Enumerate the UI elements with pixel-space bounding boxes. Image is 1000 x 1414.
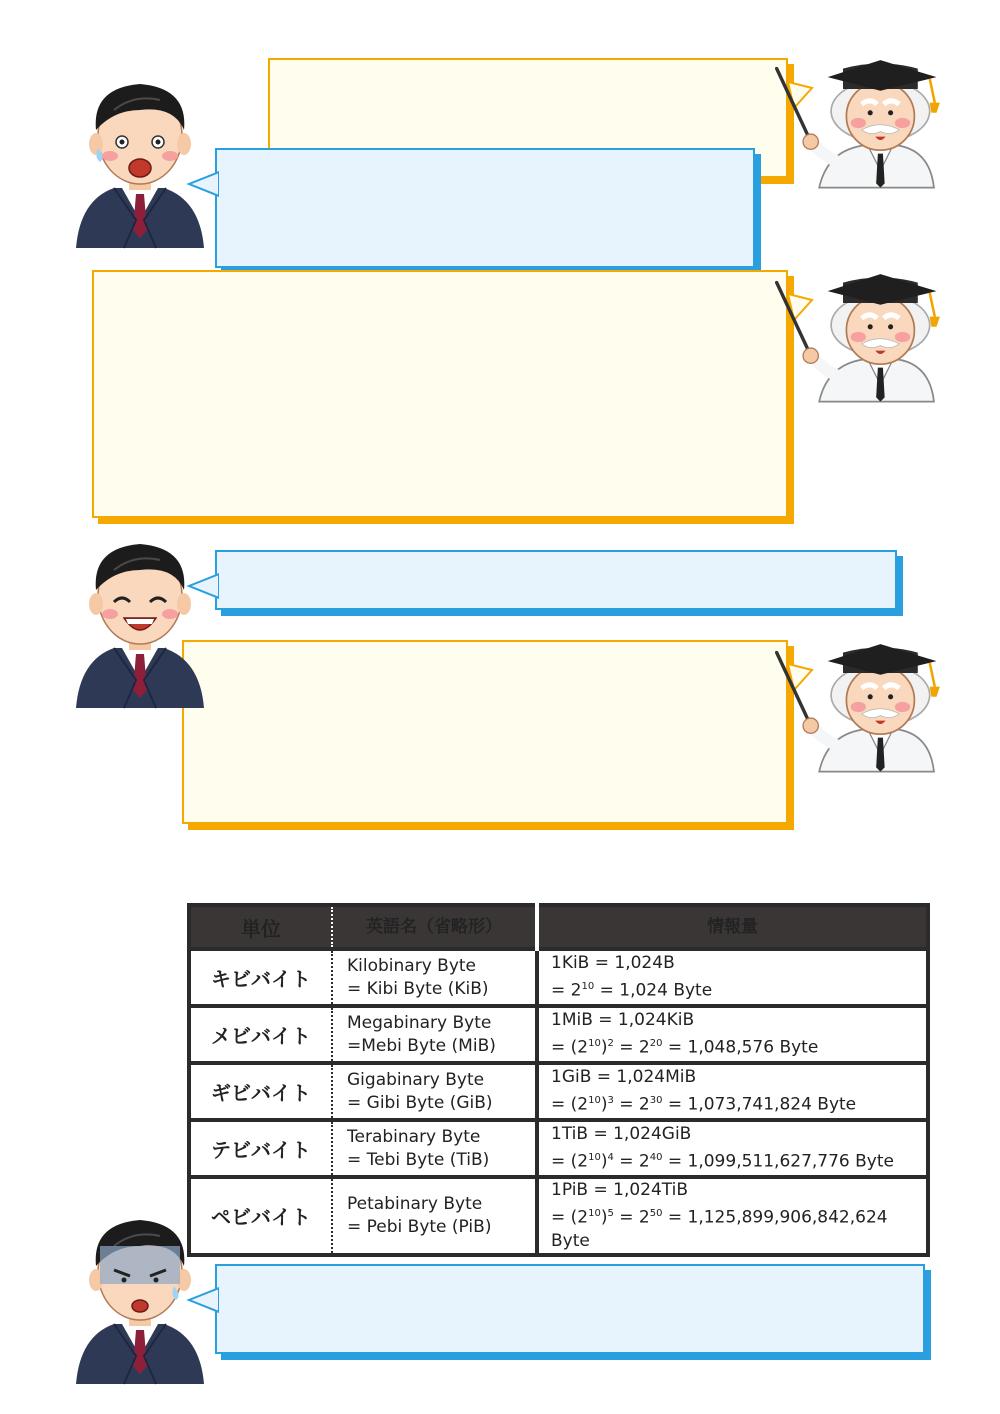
professor-bubble-2 bbox=[92, 270, 788, 518]
exponent: 10 bbox=[588, 1038, 601, 1050]
student-worried-illustration bbox=[74, 70, 208, 250]
formula-text: = 1,125,899,906,842,624 Byte bbox=[551, 1207, 888, 1251]
exponent: 3 bbox=[607, 1095, 614, 1107]
abbreviation-line: = Gibi Byte (GiB) bbox=[347, 1092, 493, 1113]
unit-name-cell: ギビバイト bbox=[189, 1063, 332, 1120]
professor-bubble-3 bbox=[182, 640, 788, 824]
unit-name-cell: テビバイト bbox=[189, 1120, 332, 1177]
information-amount-cell bbox=[537, 1063, 928, 1120]
english-name-line: Petabinary Byte bbox=[347, 1193, 483, 1214]
exponent: 4 bbox=[607, 1152, 614, 1164]
abbreviation-line: = Kibi Byte (KiB) bbox=[347, 978, 489, 999]
table-row bbox=[189, 1177, 928, 1255]
formula-text: ) bbox=[600, 1151, 608, 1172]
equivalence-line: 1KiB = 1,024B bbox=[551, 953, 675, 974]
power-of-two-line bbox=[551, 1089, 926, 1117]
english-name-cell bbox=[332, 949, 537, 1006]
english-name-cell bbox=[332, 1177, 537, 1255]
power-of-two-line bbox=[551, 1202, 926, 1253]
table-header-row bbox=[189, 905, 928, 949]
formula-text: = 2 bbox=[613, 1037, 650, 1058]
student-happy-illustration bbox=[74, 530, 208, 710]
information-amount-cell bbox=[537, 1177, 928, 1255]
table-row bbox=[189, 949, 928, 1006]
header-unit: 単位 bbox=[189, 905, 332, 949]
exponent: 50 bbox=[649, 1208, 663, 1219]
formula-text: = 1,024 Byte bbox=[594, 980, 713, 1001]
formula-text: ) bbox=[600, 1094, 608, 1115]
formula-text: = 2 bbox=[551, 980, 582, 1001]
information-amount-cell bbox=[537, 1120, 928, 1177]
header-english-name: 英語名（省略形） bbox=[332, 905, 537, 949]
equivalence-line: 1TiB = 1,024GiB bbox=[551, 1124, 692, 1145]
table-row bbox=[189, 1063, 928, 1120]
professor-illustration-1 bbox=[775, 48, 945, 198]
information-amount-cell bbox=[537, 1006, 928, 1063]
exponent: 40 bbox=[649, 1152, 663, 1164]
formula-text: = (2 bbox=[551, 1151, 589, 1172]
exponent: 5 bbox=[607, 1208, 614, 1219]
table-row bbox=[189, 1006, 928, 1063]
power-of-two-line bbox=[551, 1146, 926, 1174]
exponent: 10 bbox=[588, 1095, 601, 1107]
header-information-amount: 情報量 bbox=[537, 905, 928, 949]
exponent: 2 bbox=[607, 1038, 614, 1050]
exponent: 30 bbox=[649, 1095, 663, 1107]
power-of-two-line bbox=[551, 1032, 926, 1060]
english-name-line: Kilobinary Byte bbox=[347, 955, 477, 976]
formula-text: = 2 bbox=[613, 1151, 650, 1172]
exponent: 20 bbox=[649, 1038, 663, 1050]
student-bubble-1 bbox=[215, 148, 755, 268]
formula-text: ) bbox=[600, 1207, 608, 1228]
student-bubble-3 bbox=[215, 1264, 925, 1354]
professor-illustration-3 bbox=[775, 632, 945, 782]
formula-text: = 1,048,576 Byte bbox=[662, 1037, 819, 1058]
english-name-line: Megabinary Byte bbox=[347, 1012, 492, 1033]
abbreviation-line: = Pebi Byte (PiB) bbox=[347, 1216, 492, 1237]
equivalence-line: 1GiB = 1,024MiB bbox=[551, 1067, 697, 1088]
english-name-cell bbox=[332, 1120, 537, 1177]
formula-text: = 2 bbox=[613, 1094, 650, 1115]
abbreviation-line: =Mebi Byte (MiB) bbox=[347, 1035, 496, 1056]
power-of-two-line bbox=[551, 975, 926, 1003]
formula-text: = (2 bbox=[551, 1207, 589, 1228]
equivalence-line: 1MiB = 1,024KiB bbox=[551, 1010, 695, 1031]
equivalence-line: 1PiB = 1,024TiB bbox=[551, 1180, 689, 1200]
information-amount-cell bbox=[537, 949, 928, 1006]
english-name-line: Terabinary Byte bbox=[347, 1126, 481, 1147]
english-name-line: Gigabinary Byte bbox=[347, 1069, 485, 1090]
table-row bbox=[189, 1120, 928, 1177]
exponent: 10 bbox=[588, 1208, 601, 1219]
formula-text: = (2 bbox=[551, 1094, 589, 1115]
formula-text: = 1,073,741,824 Byte bbox=[662, 1094, 857, 1115]
english-name-cell bbox=[332, 1006, 537, 1063]
formula-text: = 2 bbox=[613, 1207, 650, 1228]
abbreviation-line: = Tebi Byte (TiB) bbox=[347, 1149, 490, 1170]
formula-text: ) bbox=[600, 1037, 608, 1058]
exponent: 10 bbox=[581, 981, 595, 993]
professor-illustration-2 bbox=[775, 262, 945, 412]
formula-text: = (2 bbox=[551, 1037, 589, 1058]
student-bubble-2 bbox=[215, 550, 897, 610]
unit-name-cell: キビバイト bbox=[189, 949, 332, 1006]
unit-name-cell: ペビバイト bbox=[189, 1177, 332, 1255]
unit-name-cell: メビバイト bbox=[189, 1006, 332, 1063]
formula-text: = 1,099,511,627,776 Byte bbox=[662, 1151, 894, 1172]
binary-prefix-table bbox=[187, 903, 930, 1257]
exponent: 10 bbox=[588, 1152, 601, 1164]
english-name-cell bbox=[332, 1063, 537, 1120]
